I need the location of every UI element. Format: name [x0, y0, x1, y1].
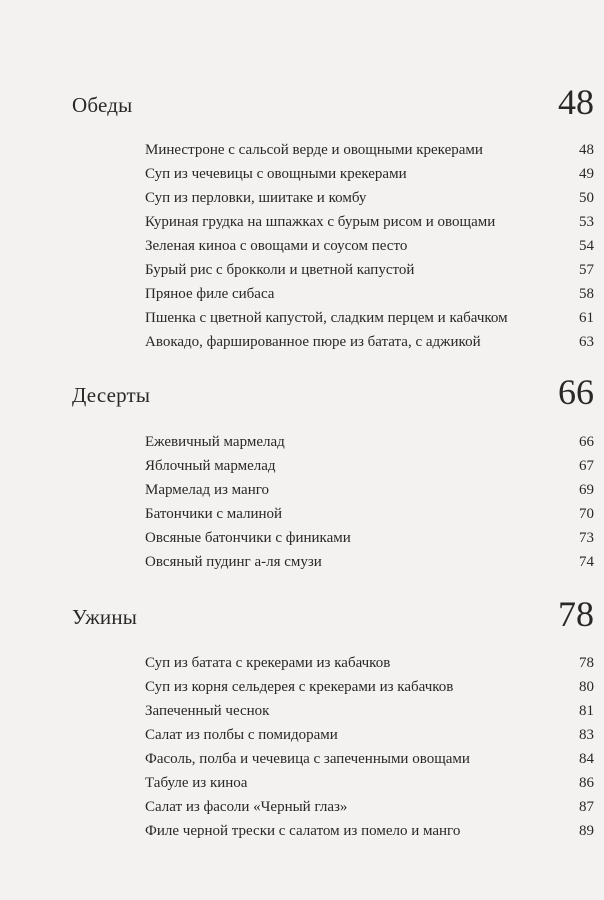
- toc-entry-title: Авокадо, фаршированное пюре из батата, с аджикой: [145, 334, 481, 350]
- toc-entry-page: 57: [579, 262, 594, 278]
- section-header: [72, 70, 594, 120]
- toc-entry-page: 66: [579, 434, 594, 450]
- toc-entry-title: Суп из батата с крекерами из кабачков: [145, 655, 391, 671]
- toc-entry-title: Мармелад из манго: [145, 482, 269, 498]
- toc-entry[interactable]: [145, 139, 594, 161]
- toc-entry-page: 53: [579, 214, 594, 230]
- toc-entry-page: 84: [579, 751, 594, 767]
- toc-entry-page: 48: [579, 142, 594, 158]
- section-page-number: 78: [558, 594, 594, 634]
- toc-entry[interactable]: [145, 431, 594, 453]
- toc-entry-title: Филе черной трески с салатом из помело и манго: [145, 823, 461, 839]
- toc-entry[interactable]: [145, 820, 594, 842]
- toc-entry-page: 80: [579, 679, 594, 695]
- section-page-number: 66: [558, 372, 594, 412]
- toc-entry[interactable]: [145, 331, 594, 353]
- toc-entry[interactable]: [145, 527, 594, 549]
- toc-entry-title: Бурый рис с брокколи и цветной капустой: [145, 262, 415, 278]
- section-title: Ужины: [72, 605, 138, 629]
- toc-entry-page: 63: [579, 334, 594, 350]
- toc-entry-page: 89: [579, 823, 594, 839]
- toc-entry[interactable]: [145, 479, 594, 501]
- toc-entry-title: Суп из корня сельдерея с крекерами из кабачков: [145, 679, 454, 695]
- toc-entry[interactable]: [145, 307, 594, 329]
- toc-entry-title: Пшенка с цветной капустой, сладким перцем и кабачком: [145, 310, 508, 326]
- toc-entry[interactable]: [145, 503, 594, 525]
- toc-entry-page: 61: [579, 310, 594, 326]
- toc-entry-title: Салат из полбы с помидорами: [145, 727, 338, 743]
- toc-entry-title: Минестроне с сальсой верде и овощными крекерами: [145, 142, 483, 158]
- toc-entry[interactable]: [145, 283, 594, 305]
- toc-entry[interactable]: [145, 700, 594, 722]
- toc-entry[interactable]: [145, 259, 594, 281]
- section-header: [72, 582, 594, 632]
- toc-entry[interactable]: [145, 163, 594, 185]
- toc-entry-title: Батончики с малиной: [145, 506, 283, 522]
- toc-entry-page: 58: [579, 286, 594, 302]
- toc-entry[interactable]: [145, 652, 594, 674]
- toc-entry-page: 70: [579, 506, 594, 522]
- toc-entry-title: Пряное филе сибаса: [145, 286, 275, 302]
- section-header: [72, 360, 594, 410]
- toc-entry[interactable]: [145, 211, 594, 233]
- toc-entry[interactable]: [145, 796, 594, 818]
- toc-entry-title: Салат из фасоли «Черный глаз»: [145, 799, 348, 815]
- toc-entry-page: 49: [579, 166, 594, 182]
- toc-entry-page: 54: [579, 238, 594, 254]
- toc-entry-page: 73: [579, 530, 594, 546]
- toc-entry-page: 50: [579, 190, 594, 206]
- toc-entry-title: Овсяный пудинг а-ля смузи: [145, 554, 322, 570]
- toc-entry-title: Ежевичный мармелад: [145, 434, 285, 450]
- toc-entry-page: 69: [579, 482, 594, 498]
- toc-entry[interactable]: [145, 455, 594, 477]
- toc-entry-page: 87: [579, 799, 594, 815]
- toc-entry[interactable]: [145, 724, 594, 746]
- toc-entry-title: Табуле из киноа: [145, 775, 248, 791]
- toc-entry-page: 83: [579, 727, 594, 743]
- toc-entry-page: 81: [579, 703, 594, 719]
- toc-entry-title: Куриная грудка на шпажках с бурым рисом и овощами: [145, 214, 496, 230]
- toc-entry-title: Фасоль, полба и чечевица с запеченными овощами: [145, 751, 470, 767]
- toc-entry-page: 86: [579, 775, 594, 791]
- section-title: Десерты: [72, 383, 151, 407]
- toc-entry[interactable]: [145, 551, 594, 573]
- toc-entry-page: 67: [579, 458, 594, 474]
- toc-entry-title: Овсяные батончики с финиками: [145, 530, 351, 546]
- toc-entry[interactable]: [145, 748, 594, 770]
- section-page-number: 48: [558, 82, 594, 122]
- toc-entry[interactable]: [145, 676, 594, 698]
- toc-entry-title: Суп из чечевицы с овощными крекерами: [145, 166, 407, 182]
- toc-entry[interactable]: [145, 235, 594, 257]
- toc-entry-title: Яблочный мармелад: [145, 458, 276, 474]
- toc-entry-page: 78: [579, 655, 594, 671]
- section-title: Обеды: [72, 93, 133, 117]
- toc-entry-page: 74: [579, 554, 594, 570]
- toc-entry[interactable]: [145, 187, 594, 209]
- toc-entry-title: Зеленая киноа с овощами и соусом песто: [145, 238, 408, 254]
- toc-entry-title: Запеченный чеснок: [145, 703, 270, 719]
- toc-entry[interactable]: [145, 772, 594, 794]
- toc-entry-title: Суп из перловки, шиитаке и комбу: [145, 190, 367, 206]
